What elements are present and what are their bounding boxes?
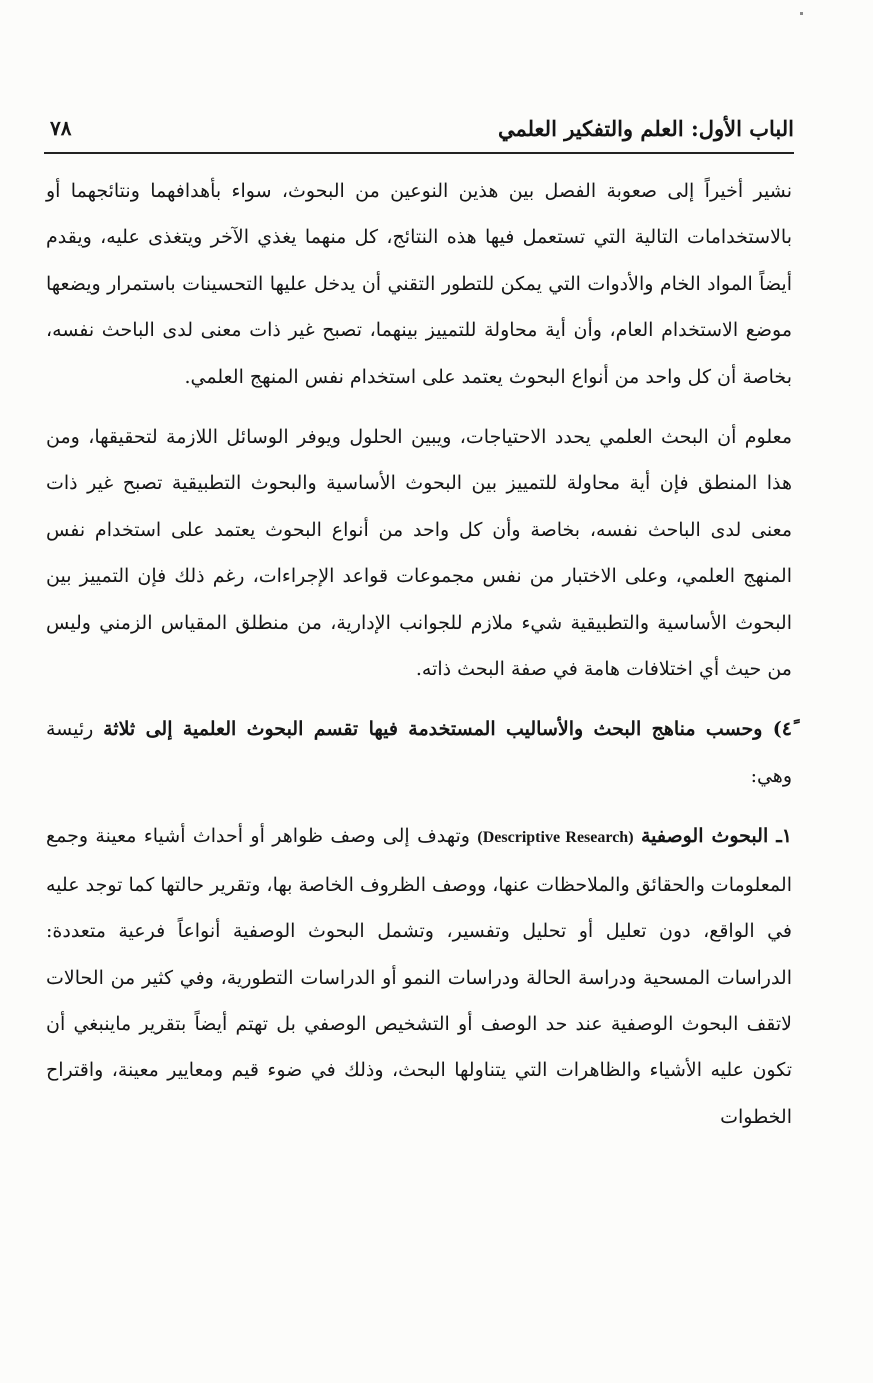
list-item-1 <box>46 813 792 1140</box>
paragraph-2: معلوم أن البحث العلمي يحدد الاحتياجات، ويبين الحلول ويوفر الوسائل اللازمة لتحقيقها، ومن هذا المنطق فإن أية محاولة للتمييز بين البحوث الأساسية والبحوث التطبيقية تصبح غير ذات معنى لدى الباحث نفسه، بخاصة وأن كل واحد من أنواع البحوث يعتمد على استخدام نفس المنهج العلمي، وعلى الاختبار من نفس مجموعات قواعد الإجراءات، رغم ذلك فإن التمييز بين البحوث الأساسية والتطبيقية شيء ملازم للجوانب الإدارية، من منطلق المقياس الزمني وليس من حيث أي اختلافات هامة في صفة البحث ذاته. <box>46 426 792 681</box>
item-1-english-term: (Descriptive Research) <box>477 829 634 847</box>
item-1-text: وتهدف إلى وصف ظواهر أو أحداث أشياء معينة وجمع المعلومات والحقائق والملاحظات عنها، ووصف الظروف الخاصة بها، وتقرير حالتها كما توجد عليه في الواقع، دون تعليل أو تحليل وتفسير، وتشمل البحوث الوصفية أنواعاً فرعية متعددة: الدراسات المسحية ودراسة الحالة ودراسات النمو أو الدراسات التطورية، وفي كثير من الحالات لاتقف البحوث الوصفية عند حد الوصف أو التشخيص الوصفي بل تهتم أيضاً بتقرير ماينبغي أن تكون عليه الأشياء والظاهرات التي يتناولها البحث، وذلك في ضوء قيم ومعايير معينة، واقتراح الخطوات <box>46 825 792 1128</box>
item-1-label: ١ـ البحوث الوصفية <box>640 825 792 848</box>
section-heading-text: ٤ً) وحسب مناهج البحث والأساليب المستخدمة فيها تقسم البحوث العلمية إلى ثلاثة <box>103 718 792 741</box>
page-body <box>46 168 792 1140</box>
page-number: ٧٨ <box>50 116 72 140</box>
chapter-title: الباب الأول: العلم والتفكير العلمي <box>497 116 794 141</box>
page-header <box>44 106 794 154</box>
header-rule <box>44 152 794 154</box>
paragraph-1: نشير أخيراً إلى صعوبة الفصل بين هذين النوعين من البحوث، سواء بأهدافهما ونتائجهما أو بالاستخدامات التالية التي تستعمل فيها هذه النتائج، كل منهما يغذي الآخر ويتغذى عليه، ويقدم أيضاً المواد الخام والأدوات التي يمكن للتطور التقني أن يدخل عليها التحسينات باستمرار ويضعها موضع الاستخدام العام، وأن أية محاولة للتمييز بينهما، تصبح غير ذات معنى لدى الباحث نفسه، بخاصة أن كل واحد من أنواع البحوث يعتمد على استخدام نفس المنهج العلمي. <box>46 180 792 388</box>
scan-mark <box>800 12 803 15</box>
section-heading-rest: رئيسة وهي: <box>46 718 792 787</box>
section-heading-4 <box>46 706 792 799</box>
